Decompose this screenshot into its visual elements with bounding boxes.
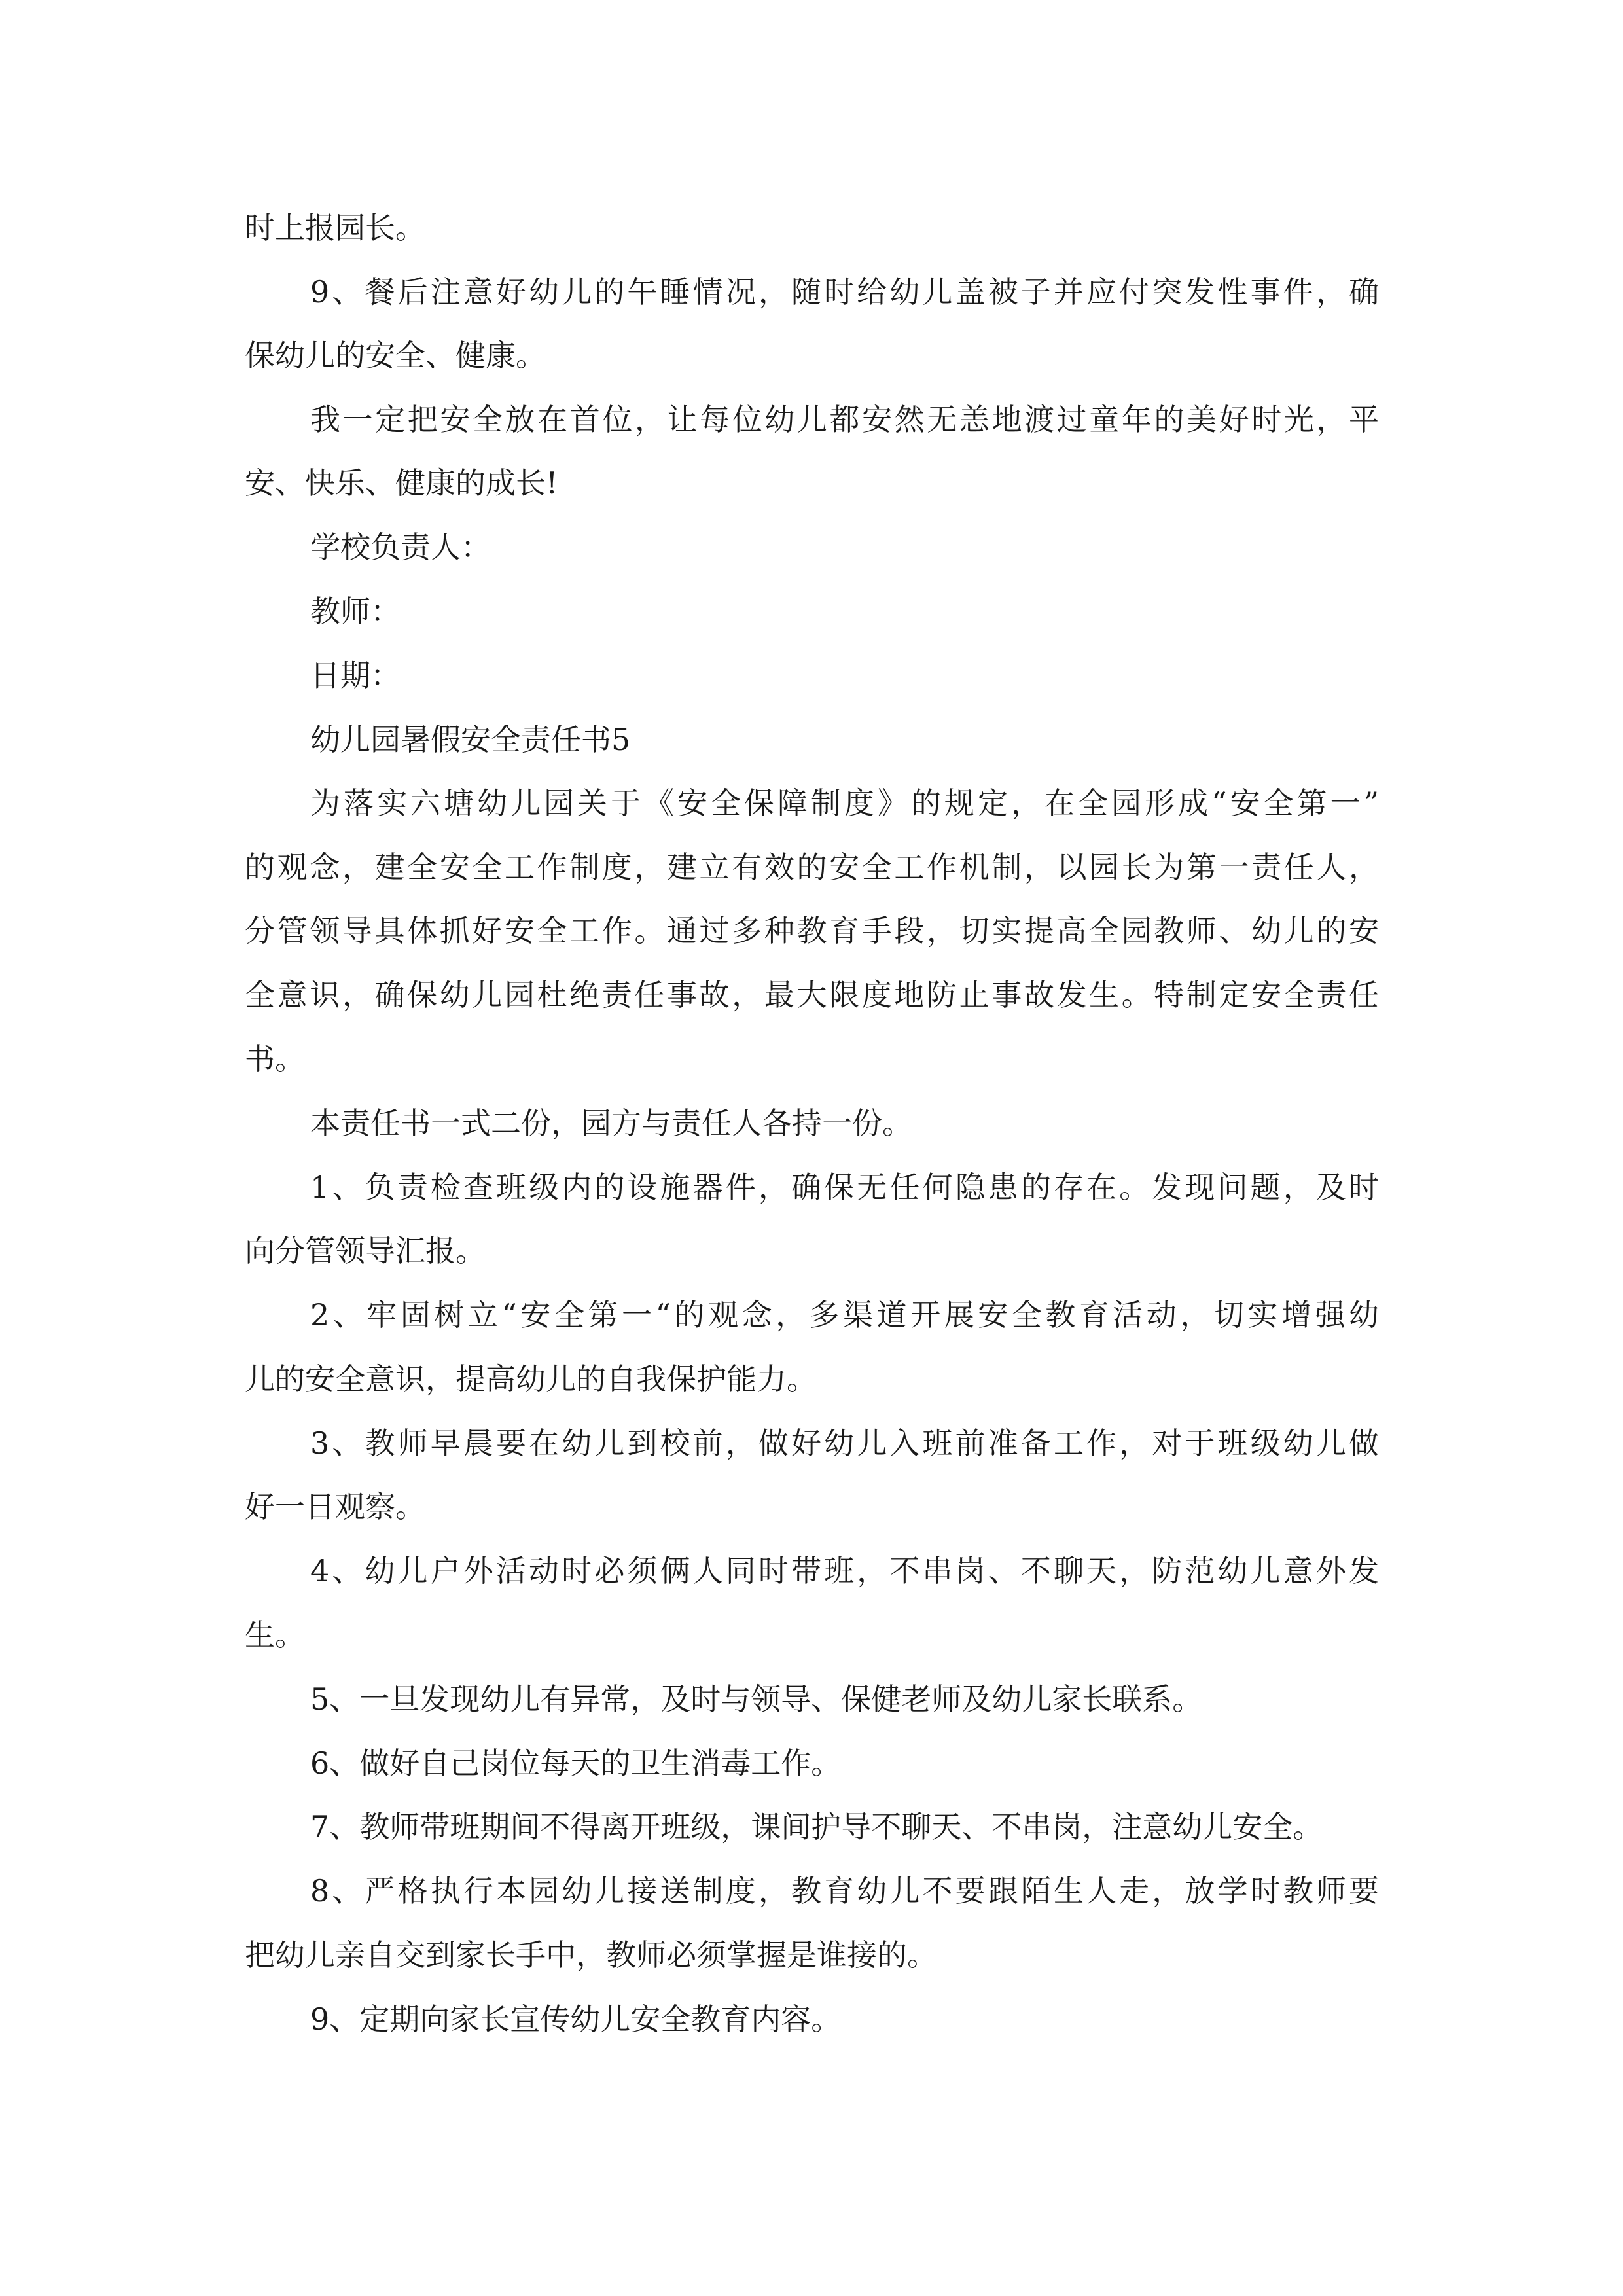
text-line: 8、严格执行本园幼儿接送制度，教育幼儿不要跟陌生人走，放学时教师要 [310, 1873, 1379, 1909]
text-line: 安、快乐、健康的成长! [245, 465, 558, 501]
text-line: 的观念，建全安全工作制度，建立有效的安全工作机制，以园长为第一责任人， [245, 850, 1379, 885]
text-line: 生。 [245, 1617, 305, 1653]
text-line: 保幼儿的安全、健康。 [245, 338, 546, 373]
text-line: 9、餐后注意好幼儿的午睡情况，随时给幼儿盖被子并应付突发性事件，确 [310, 274, 1379, 310]
text-line: 好一日观察。 [245, 1489, 425, 1524]
text-line: 4、幼儿户外活动时必须俩人同时带班，不串岗、不聊天，防范幼儿意外发 [310, 1553, 1379, 1588]
text-line: 时上报园长。 [245, 210, 425, 245]
text-line: 日期： [310, 658, 401, 693]
text-line: 教师： [310, 594, 401, 629]
text-line: 向分管领导汇报。 [245, 1233, 486, 1268]
text-line: 分管领导具体抓好安全工作。通过多种教育手段，切实提高全园教师、幼儿的安 [245, 913, 1379, 948]
text-line: 全意识，确保幼儿园杜绝责任事故，最大限度地防止事故发生。特制定安全责任 [245, 977, 1379, 1013]
text-line: 7、教师带班期间不得离开班级，课间护导不聊天、不串岗，注意幼儿安全。 [310, 1809, 1323, 1844]
text-line: 9、定期向家长宣传幼儿安全教育内容。 [310, 2001, 842, 2037]
section-title: 幼儿园暑假安全责任书5 [310, 722, 631, 757]
text-line: 1、负责检查班级内的设施器件，确保无任何隐患的存在。发现问题，及时 [310, 1170, 1379, 1205]
text-line: 书。 [245, 1041, 305, 1077]
text-line: 学校负责人： [310, 529, 491, 565]
text-line: 我一定把安全放在首位，让每位幼儿都安然无恙地渡过童年的美好时光，平 [310, 402, 1379, 437]
text-line: 5、一旦发现幼儿有异常，及时与领导、保健老师及幼儿家长联系。 [310, 1681, 1203, 1717]
text-line: 本责任书一式二份，园方与责任人各持一份。 [310, 1105, 912, 1141]
text-line: 6、做好自己岗位每天的卫生消毒工作。 [310, 1746, 842, 1781]
text-line: 3、教师早晨要在幼儿到校前，做好幼儿入班前准备工作，对于班级幼儿做 [310, 1426, 1379, 1461]
text-line: 2、牢固树立“安全第一“的观念，多渠道开展安全教育活动，切实增强幼 [310, 1297, 1379, 1333]
text-line: 为落实六塘幼儿园关于《安全保障制度》的规定，在全园形成“安全第一” [310, 785, 1379, 821]
text-line: 把幼儿亲自交到家长手中，教师必须掌握是谁接的。 [245, 1937, 937, 1973]
text-line: 儿的安全意识，提高幼儿的自我保护能力。 [245, 1361, 817, 1397]
